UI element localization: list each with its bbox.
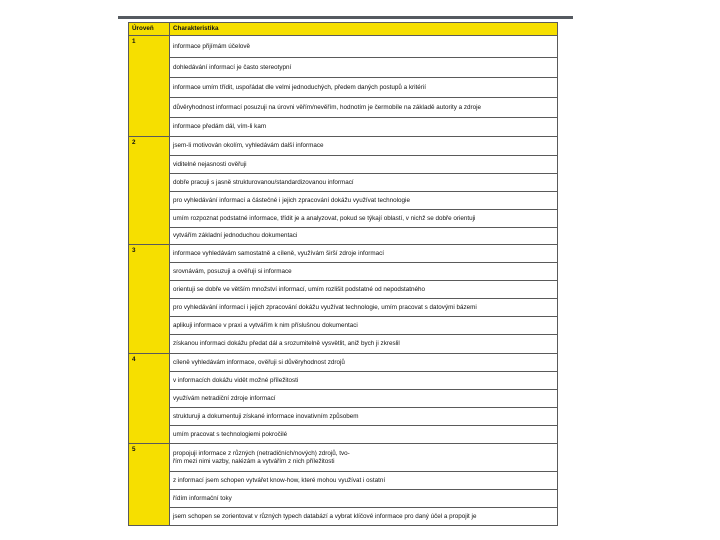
characteristic-cell: řídím informační toky — [170, 490, 558, 508]
characteristic-cell: cíleně vyhledávám informace, ověřuji si důvěryhodnost zdrojů — [170, 354, 558, 372]
table-row — [129, 36, 558, 58]
table-row — [129, 156, 558, 174]
characteristic-cell: aplikuji informace v praxi a vytvářím k nim příslušnou dokumentaci — [170, 317, 558, 335]
characteristic-cell: strukturuji a dokumentuji získané informace inovativním způsobem — [170, 408, 558, 426]
table-row — [129, 354, 558, 372]
table-row — [129, 472, 558, 490]
characteristic-cell: dobře pracuji s jasně strukturovanou/standardizovanou informací — [170, 174, 558, 192]
table-row — [129, 263, 558, 281]
table-row — [129, 245, 558, 263]
top-rule — [118, 16, 573, 19]
table-row — [129, 210, 558, 228]
table-row — [129, 98, 558, 118]
table-row — [129, 408, 558, 426]
characteristic-cell: z informací jsem schopen vytvářet know-how, které mohou využívat i ostatní — [170, 472, 558, 490]
table-row — [129, 78, 558, 98]
header-row — [129, 23, 558, 36]
characteristic-cell: informace předám dál, vím-li kam — [170, 118, 558, 137]
table-row — [129, 335, 558, 354]
level-cell: 1 — [129, 36, 170, 137]
level-cell: 5 — [129, 444, 170, 526]
table-row — [129, 137, 558, 156]
characteristic-cell: pro vyhledávání informací a částečné i jejich zpracování dokážu využívat technologie — [170, 192, 558, 210]
table-row — [129, 508, 558, 526]
level-cell: 2 — [129, 137, 170, 245]
characteristic-cell: pro vyhledávání informací i jejich zpracování dokážu využívat technologie, umím pracovat s datovými bázemi — [170, 299, 558, 317]
competency-table — [128, 22, 558, 526]
characteristic-cell: propojuji informace z různých (netradičních/nových) zdrojů, tvo- řím mezi nimi vazby, nalézám a vytvářím z nich příležitosti — [170, 444, 558, 472]
header-characteristic: Charakteristika — [170, 23, 558, 36]
table-row — [129, 58, 558, 78]
characteristic-cell: srovnávám, posuzuji a ověřuji si informace — [170, 263, 558, 281]
characteristic-cell: informace umím třídit, uspořádat dle velmi jednoduchých, předem daných postupů a kritérií — [170, 78, 558, 98]
characteristic-cell: jsem schopen se zorientovat v různých typech databází a vybrat klíčové informace pro daný účel a propojit je — [170, 508, 558, 526]
characteristic-cell: umím pracovat s technologiemi pokročilé — [170, 426, 558, 444]
characteristic-cell: informace přijímám účelově — [170, 36, 558, 58]
header-level: Úroveň — [129, 23, 170, 36]
table-row — [129, 174, 558, 192]
characteristic-cell: v informacích dokážu vidět možné příležitosti — [170, 372, 558, 390]
characteristic-cell: jsem-li motivován okolím, vyhledávám další informace — [170, 137, 558, 156]
table-row — [129, 118, 558, 137]
table-row — [129, 490, 558, 508]
table-row — [129, 426, 558, 444]
level-cell: 4 — [129, 354, 170, 444]
characteristic-cell: vytvářím základní jednoduchou dokumentaci — [170, 228, 558, 245]
characteristic-cell: důvěryhodnost informací posuzuji na úrovni věřím/nevěřím, hodnotím je čermobíle na základě autority a zdroje — [170, 98, 558, 118]
characteristic-cell: orientuji se dobře ve větším množství informací, umím rozlišit podstatné od nepodstatného — [170, 281, 558, 299]
characteristic-cell: získanou informaci dokážu předat dál a srozumitelně vysvětlit, aniž bych ji zkreslil — [170, 335, 558, 354]
characteristic-cell: informace vyhledávám samostatně a cíleně, využívám širší zdroje informací — [170, 245, 558, 263]
table-row — [129, 444, 558, 472]
table-row — [129, 372, 558, 390]
table-row — [129, 192, 558, 210]
table-row — [129, 281, 558, 299]
level-cell: 3 — [129, 245, 170, 354]
table-row — [129, 390, 558, 408]
characteristic-cell: umím rozpoznat podstatné informace, třídit je a analyzovat, pokud se týkají oblastí, v nichž se dobře orientuji — [170, 210, 558, 228]
table-row — [129, 228, 558, 245]
table-row — [129, 317, 558, 335]
characteristic-cell: využívám netradiční zdroje informací — [170, 390, 558, 408]
characteristic-cell: dohledávání informací je často stereotypní — [170, 58, 558, 78]
table-row — [129, 299, 558, 317]
characteristic-cell: viditelné nejasnosti ověřuji — [170, 156, 558, 174]
